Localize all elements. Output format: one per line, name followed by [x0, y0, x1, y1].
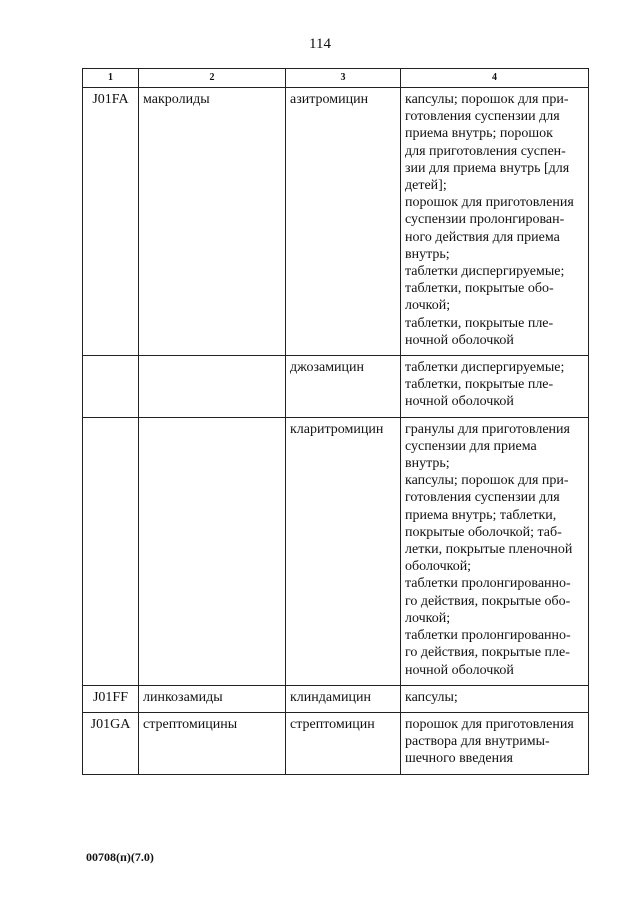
dosage-forms-cell: [401, 88, 589, 356]
table-row: [83, 685, 589, 712]
dosage-form-line: готовления суспензии для: [405, 490, 560, 506]
dosage-form-line: таблетки диспергируемые;: [405, 264, 565, 280]
group-cell: стрептомицины: [139, 712, 286, 774]
dosage-form-line: оболочкой;: [405, 559, 472, 575]
dosage-form-line: готовления суспензии для: [405, 109, 560, 125]
dosage-form-line: ночной оболочкой: [405, 394, 514, 410]
dosage-form-line: таблетки пролонгированно-: [405, 576, 571, 592]
dosage-forms-cell: [401, 417, 589, 685]
page-number: 114: [309, 36, 331, 52]
dosage-form-line: гранулы для приготовления: [405, 421, 570, 437]
dosage-form-line: порошок для приготовления: [405, 716, 574, 732]
atc-code-cell: J01FF: [83, 685, 139, 712]
atc-code-cell: J01GA: [83, 712, 139, 774]
dosage-form-line: летки, покрытые пленочной: [405, 542, 573, 558]
dosage-form-line: лочкой;: [405, 610, 451, 626]
dosage-form-line: го действия, покрытые обо-: [405, 593, 571, 609]
group-cell: [139, 356, 286, 418]
table-row: [83, 417, 589, 685]
dosage-form-line: зии для приема внутрь [для: [405, 160, 570, 176]
dosage-forms-cell: [401, 356, 589, 418]
atc-code-cell: [83, 417, 139, 685]
dosage-form-line: таблетки диспергируемые;: [405, 360, 565, 376]
dosage-form-line: ночной оболочкой: [405, 332, 514, 348]
dosage-form-line: внутрь;: [405, 456, 450, 472]
group-cell: макролиды: [139, 88, 286, 356]
dosage-form-line: таблетки, покрытые обо-: [405, 281, 554, 297]
drug-table: [82, 68, 589, 775]
dosage-form-line: ного действия для приема: [405, 229, 560, 245]
dosage-forms-cell: [401, 712, 589, 774]
group-cell: [139, 417, 286, 685]
dosage-form-line: суспензии пролонгирован-: [405, 212, 565, 228]
dosage-form-line: суспензии для приема: [405, 438, 537, 454]
dosage-form-line: ночной оболочкой: [405, 662, 514, 678]
drug-cell: азитромицин: [286, 88, 401, 356]
table-row: [83, 356, 589, 418]
drug-cell: стрептомицин: [286, 712, 401, 774]
dosage-form-line: лочкой;: [405, 298, 451, 314]
drug-cell: клиндамицин: [286, 685, 401, 712]
drug-cell: кларитромицин: [286, 417, 401, 685]
dosage-form-line: детей];: [405, 178, 447, 194]
column-header-4: 4: [401, 69, 589, 88]
table-row: [83, 88, 589, 356]
dosage-form-line: приема внутрь; таблетки,: [405, 507, 557, 523]
dosage-form-line: таблетки, покрытые пле-: [405, 377, 554, 393]
dosage-form-line: капсулы; порошок для при-: [405, 473, 569, 489]
table-row: [83, 712, 589, 774]
dosage-form-line: для приготовления суспен-: [405, 143, 566, 159]
dosage-form-line: капсулы; порошок для при-: [405, 92, 569, 107]
dosage-form-line: раствора для внутримы-: [405, 734, 550, 750]
dosage-form-line: таблетки, покрытые пле-: [405, 315, 554, 331]
document-code: 00708(п)(7.0): [86, 850, 154, 864]
dosage-form-line: покрытые оболочкой; таб-: [405, 524, 562, 540]
atc-code-cell: J01FA: [83, 88, 139, 356]
dosage-form-line: го действия, покрытые пле-: [405, 645, 570, 661]
dosage-form-line: шечного введения: [405, 751, 514, 767]
column-header-2: 2: [139, 69, 286, 88]
column-header-1: 1: [83, 69, 139, 88]
atc-code-cell: [83, 356, 139, 418]
group-cell: линкозамиды: [139, 685, 286, 712]
dosage-form-line: капсулы;: [405, 689, 458, 705]
table-header-row: [83, 69, 589, 88]
dosage-form-line: приема внутрь; порошок: [405, 126, 553, 142]
dosage-form-line: порошок для приготовления: [405, 195, 574, 211]
dosage-form-line: таблетки пролонгированно-: [405, 628, 571, 644]
dosage-forms-cell: [401, 685, 589, 712]
dosage-form-line: внутрь;: [405, 246, 450, 262]
column-header-3: 3: [286, 69, 401, 88]
drug-cell: джозамицин: [286, 356, 401, 418]
